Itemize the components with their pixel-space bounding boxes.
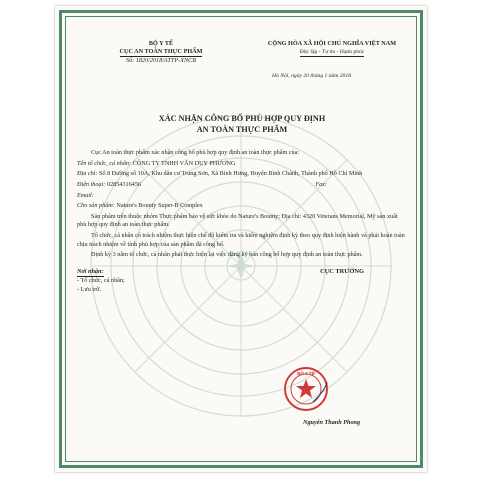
- document-body: [77, 149, 407, 260]
- signer-name: Nguyễn Thanh Phong: [303, 419, 361, 426]
- signer-title: CỤC TRƯỞNG: [320, 267, 364, 275]
- signature-block: [277, 268, 407, 295]
- department-name: CỤC AN TOÀN THỰC PHẨM: [119, 48, 203, 55]
- document-title: [77, 114, 407, 135]
- recipient-item: - Lưu trữ.: [77, 285, 102, 293]
- certificate-document: [55, 6, 427, 472]
- product-paragraph: Sản phẩm trên thuộc nhóm Thực phẩm bảo vệ sức khỏe do Nature's Bounty; Địa chỉ: 4320 Veterans Memorial, Mỹ sản xuất phù hợp quy định an toàn thực phẩm.: [77, 212, 398, 229]
- email-label: Email:: [77, 191, 94, 199]
- title-line-2: AN TOÀN THỰC PHẨM: [196, 124, 288, 134]
- issue-date: Hà Nội, ngày 20 tháng 1 năm 2018: [272, 73, 351, 79]
- ministry-name: BỘ Y TẾ: [148, 40, 174, 47]
- official-seal-icon: [283, 366, 329, 412]
- recipients-label: Nơi nhận:: [77, 268, 104, 278]
- intro-text: Cục An toàn thực phẩm xác nhận công bố phù hợp quy định an toàn thực phẩm của:: [91, 149, 300, 157]
- address-label: Địa chỉ:: [77, 170, 98, 178]
- national-header: [247, 40, 417, 57]
- phone-label: Điện thoại:: [77, 180, 106, 188]
- phone-value: 02854316456: [106, 180, 141, 188]
- product-value: Nature's Bounty Super-B Complex: [116, 202, 203, 210]
- issuer-block: [91, 40, 231, 65]
- fax-label: Fax:: [315, 180, 327, 188]
- org-value: CÔNG TY TNHH VĂN DUY PHƯƠNG: [132, 159, 236, 167]
- responsibility-paragraph: Tổ chức, cá nhân có trách nhiệm thực hiện chế độ kiểm tra và kiểm nghiệm định kỳ theo quy định hiện hành và phải hoàn toàn chịu trách nhiệm về tính phù hợp của sản phẩm đã công bố.: [77, 231, 405, 248]
- product-label: Cho sản phẩm:: [77, 202, 115, 210]
- document-number: Số: 1820/2018/ATTP-XNCB: [125, 57, 197, 64]
- seal-text: BỘ Y TẾ: [297, 371, 315, 376]
- address-value: Số 8 Đường số 10A, Khu dân cư Trung Sơn, Xã Bình Hưng, Huyện Bình Chánh, Thành phố Hồ Chí Minh: [99, 170, 363, 178]
- recipients-block: [77, 268, 125, 295]
- org-label: Tên tổ chức, cá nhân:: [77, 159, 132, 167]
- national-motto: Độc lập - Tự do - Hạnh phúc: [299, 49, 365, 55]
- renewal-paragraph: Định kỳ 3 năm tổ chức, cá nhân phải thực hiện lại việc đăng ký bản công bố hợp quy định an toàn thực phẩm.: [91, 251, 363, 259]
- title-line-1: XÁC NHẬN CÔNG BỐ PHÙ HỢP QUY ĐỊNH: [158, 114, 326, 123]
- republic-name: CỘNG HÒA XÃ HỘI CHỦ NGHĨA VIỆT NAM: [267, 40, 397, 47]
- recipient-item: - Tổ chức, cá nhân;: [77, 277, 125, 285]
